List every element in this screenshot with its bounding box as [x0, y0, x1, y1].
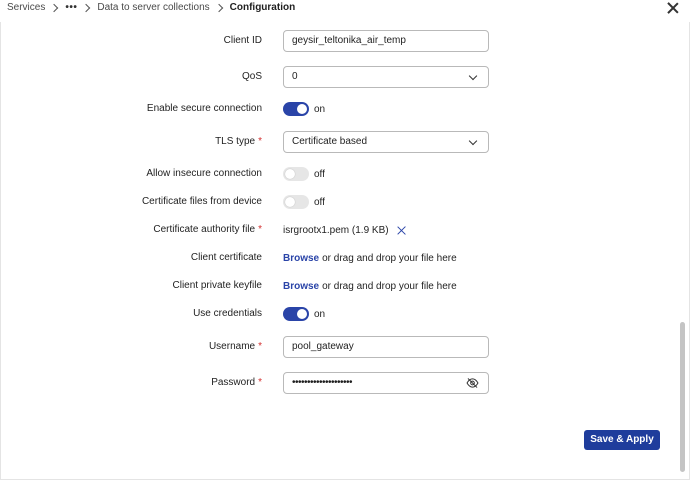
client-cert-label: Client certificate	[190, 252, 262, 263]
cert-from-device-toggle[interactable]	[283, 195, 309, 209]
password-label: Password *	[211, 377, 262, 388]
secure-connection-row	[0, 98, 680, 120]
tls-type-value: Certificate based	[292, 136, 368, 147]
qos-value: 0	[292, 71, 298, 82]
breadcrumb-services[interactable]: Services	[7, 2, 46, 13]
breadcrumb	[7, 2, 295, 13]
tls-type-row	[0, 131, 680, 153]
qos-label: QoS	[241, 71, 262, 82]
ca-file-row	[0, 219, 680, 241]
toggle-knob	[285, 169, 295, 179]
save-apply-button[interactable]: Save & Apply	[584, 430, 660, 450]
toggle-knob	[297, 309, 307, 319]
client-id-row	[0, 30, 680, 52]
breadcrumb-current: Configuration	[229, 2, 296, 13]
chevron-right-icon	[50, 3, 58, 11]
username-label: Username *	[208, 341, 262, 352]
top-bar	[0, 0, 690, 18]
use-credentials-state: on	[314, 308, 326, 320]
allow-insecure-label: Allow insecure connection	[146, 168, 262, 179]
client-id-input[interactable]: geysir_teltonika_air_temp	[283, 30, 489, 52]
client-key-dropzone[interactable]	[283, 275, 457, 297]
username-input[interactable]: pool_gateway	[283, 336, 489, 358]
client-key-label: Client private keyfile	[172, 280, 262, 291]
allow-insecure-toggle[interactable]	[283, 167, 309, 181]
breadcrumb-data-to-server[interactable]: Data to server collections	[97, 2, 210, 13]
required-mark: *	[258, 224, 262, 235]
secure-connection-state: on	[314, 103, 326, 115]
client-cert-drop-text: or drag and drop your file here	[322, 252, 457, 264]
allow-insecure-state: off	[314, 168, 325, 180]
breadcrumb-more[interactable]: •••	[65, 2, 78, 13]
qos-select[interactable]	[283, 66, 489, 88]
required-mark: *	[258, 136, 262, 147]
required-mark: *	[258, 377, 262, 388]
password-input[interactable]	[283, 372, 489, 394]
client-cert-dropzone[interactable]	[283, 247, 457, 269]
chevron-right-icon	[82, 3, 90, 11]
password-row	[0, 372, 680, 394]
chevron-down-icon	[469, 137, 477, 145]
use-credentials-label: Use credentials	[193, 308, 262, 319]
client-cert-row	[0, 247, 680, 269]
cert-from-device-row	[0, 191, 680, 213]
remove-file-icon[interactable]	[397, 226, 406, 235]
cert-from-device-label: Certificate files from device	[141, 196, 262, 207]
tls-type-select[interactable]	[283, 131, 489, 153]
client-cert-browse-link[interactable]: Browse	[283, 252, 320, 264]
use-credentials-toggle[interactable]	[283, 307, 309, 321]
toggle-knob	[297, 104, 307, 114]
close-icon[interactable]	[666, 1, 680, 15]
qos-row	[0, 66, 680, 88]
client-key-drop-text: or drag and drop your file here	[322, 280, 457, 292]
toggle-knob	[285, 197, 295, 207]
password-value: ••••••••••••••••••••	[292, 377, 353, 388]
required-mark: *	[258, 341, 262, 352]
secure-connection-label: Enable secure connection	[146, 103, 262, 114]
chevron-down-icon	[469, 72, 477, 80]
client-id-label: Client ID	[223, 35, 262, 46]
allow-insecure-row	[0, 163, 680, 185]
secure-connection-toggle[interactable]	[283, 102, 309, 116]
eye-off-icon[interactable]	[466, 378, 479, 388]
client-key-row	[0, 275, 680, 297]
cert-from-device-state: off	[314, 196, 325, 208]
scrollbar[interactable]	[680, 322, 685, 472]
chevron-right-icon	[214, 3, 222, 11]
username-row	[0, 336, 680, 358]
use-credentials-row	[0, 303, 680, 325]
ca-file-label: Certificate authority file *	[153, 224, 262, 235]
ca-file-name: isrgrootx1.pem (1.9 KB)	[283, 224, 389, 236]
tls-type-label: TLS type *	[215, 136, 262, 147]
client-key-browse-link[interactable]: Browse	[283, 280, 320, 292]
